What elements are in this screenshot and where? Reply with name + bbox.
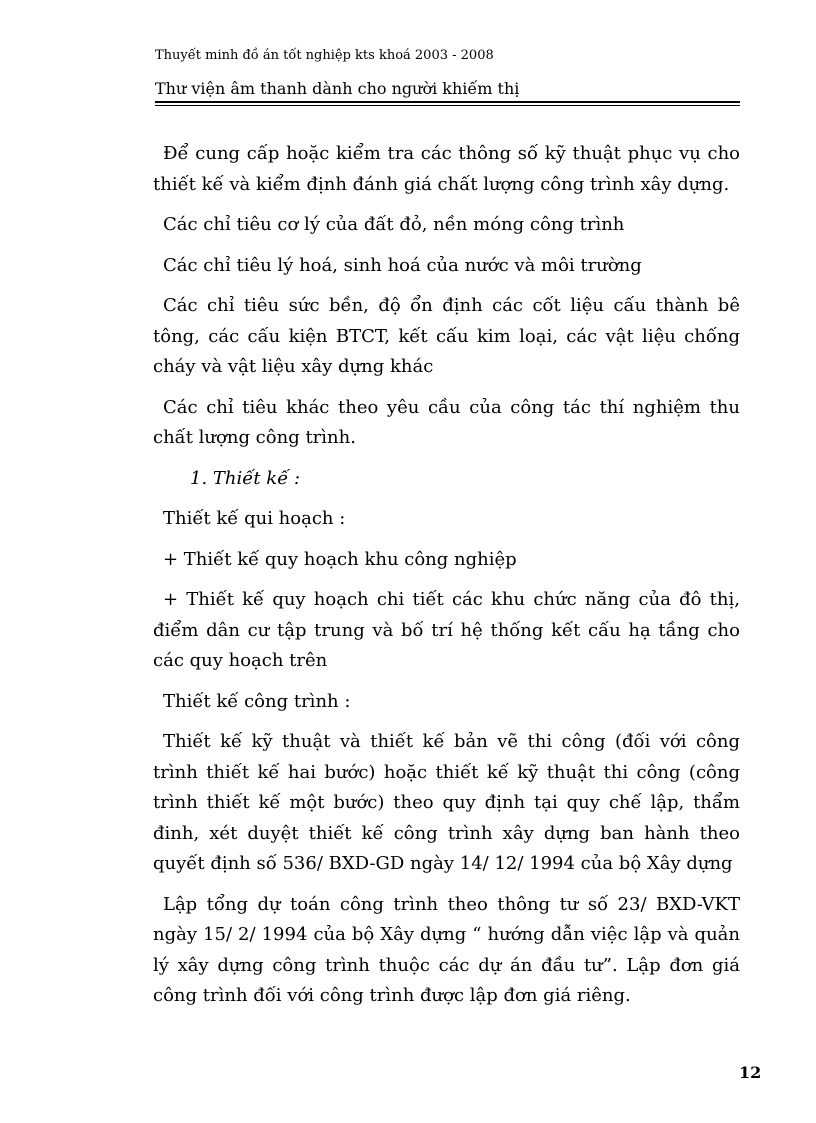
header-rule-thin — [155, 105, 740, 106]
paragraph-detailed-planning: + Thiết kế quy hoạch chi tiết các khu chức năng của đô thị, điểm dân cư tập trung và bố trí hệ thống kết cấu hạ tầng cho các quy hoạch trên — [153, 589, 740, 671]
paragraph-strength-criteria: Các chỉ tiêu sức bền, độ ổn định các cốt liệu cấu thành bê tông, các cấu kiện BTCT, kết cấu kim loại, các vật liệu chống cháy và vật liệu xây dựng khác — [153, 295, 740, 377]
header-rule-thick — [155, 101, 740, 103]
paragraph-planning-design: Thiết kế qui hoạch : — [163, 508, 346, 529]
paragraph-soil-criteria: Các chỉ tiêu cơ lý của đất đỏ, nền móng công trình — [163, 214, 625, 235]
page-number: 12 — [739, 1063, 762, 1082]
paragraph-cost-estimate: Lập tổng dự toán công trình theo thông tư số 23/ BXD-VKT ngày 15/ 2/ 1994 của bộ Xây dựng “ hướng dẫn việc lập và quản lý xây dựng công trình thuộc các dự án đầu tư”. Lập đơn giá công trình đối với công trình được lập đơn giá riêng. — [153, 893, 740, 1006]
paragraph-intro: Để cung cấp hoặc kiểm tra các thông số kỹ thuật phục vụ cho thiết kế và kiểm định đánh giá chất lượng công trình xây dựng. — [153, 143, 740, 195]
section-heading-design: 1. Thiết kế : — [190, 467, 301, 489]
header-project-title: Thư viện âm thanh dành cho người khiếm thị — [155, 79, 520, 98]
document-body — [153, 139, 740, 1012]
paragraph-technical-design: Thiết kế kỹ thuật và thiết kế bản vẽ thi công (đối với công trình thiết kế hai bước) hoặc thiết kế kỹ thuật thi công (công trình thiết kế một bước) theo quy định tại quy chế lập, thẩm đinh, xét duyệt thiết kế công trình xây dựng ban hành theo quyết định số 536/ BXD-GD ngày 14/ 12/ 1994 của bộ Xây dựng — [153, 731, 740, 874]
header-thesis-title: Thuyết minh đồ án tốt nghiệp kts khoá 2003 - 2008 — [155, 48, 494, 63]
paragraph-water-criteria: Các chỉ tiêu lý hoá, sinh hoá của nước và môi trường — [163, 254, 642, 276]
paragraph-building-design: Thiết kế công trình : — [163, 690, 351, 712]
paragraph-other-criteria: Các chỉ tiêu khác theo yêu cầu của công tác thí nghiệm thu chất lượng công trình. — [153, 396, 740, 448]
page-header — [155, 48, 740, 98]
paragraph-industrial-zone: + Thiết kế quy hoạch khu công nghiệp — [163, 548, 517, 570]
